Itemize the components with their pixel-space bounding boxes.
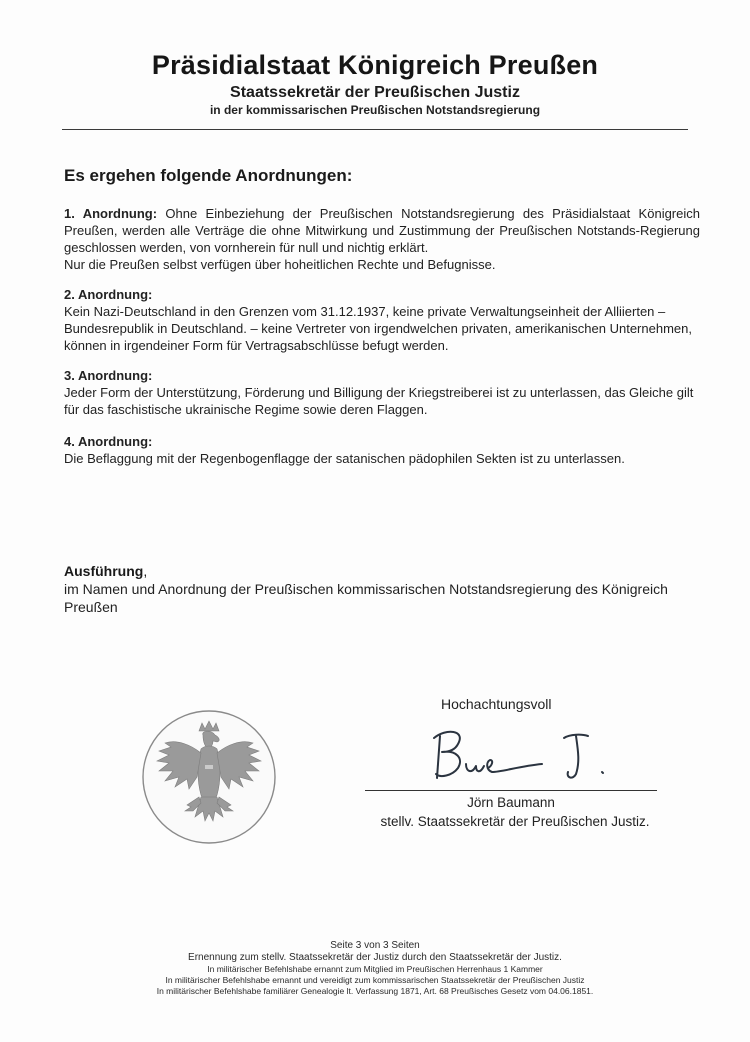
header-divider — [62, 129, 688, 130]
order-2-label: 2. Anordnung: — [64, 287, 153, 302]
footer-page-number: Seite 3 von 3 Seiten — [330, 940, 420, 951]
document-subtitle: Staatssekretär der Preußischen Justiz — [230, 84, 520, 101]
order-1-label: 1. Anordnung: — [64, 206, 158, 221]
order-1 — [64, 205, 700, 273]
signature-line — [365, 790, 657, 791]
closing-greeting: Hochachtungsvoll — [441, 696, 552, 712]
eagle-seal-icon — [141, 709, 277, 845]
order-4 — [64, 433, 700, 467]
footer-line: In militärischer Befehlshabe ernannt und vereidigt zum kommissarischen Staatssekretär der Preußischen Justiz — [165, 975, 585, 985]
footer-line: In militärischer Befehlshabe ernannt zum Mitglied im Preußischen Herrenhaus 1 Kammer — [207, 964, 543, 974]
execution-title-text: Ausführung — [64, 563, 144, 579]
order-4-text: Die Beflaggung mit der Regenbogenflagge der satanischen pädophilen Sekten ist zu unterlassen. — [64, 451, 625, 466]
document-title: Präsidialstaat Königreich Preußen — [151, 50, 599, 80]
signer-name: Jörn Baumann — [467, 795, 555, 810]
execution-text: im Namen und Anordnung der Preußischen kommissarischen Notstandsregierung des Königreich Preußen — [64, 581, 668, 615]
order-2-text: Kein Nazi-Deutschland in den Grenzen vom 31.12.1937, keine private Verwaltungseinheit der Alliierten – Bundesrepublik in Deutschland. – keine Vertreter von irgendwelchen privaten, amerikanischen Unternehmen, können in irgendeiner Form für Vertragsabschlüsse befugt werden. — [64, 304, 692, 353]
footer-line: In militärischer Befehlshabe familiärer Genealogie lt. Verfassung 1871, Art. 68 Preußisches Gesetz vom 04.06.1851. — [156, 986, 594, 996]
order-2 — [64, 286, 700, 354]
order-3-text: Jeder Form der Unterstützung, Förderung und Billigung der Kriegstreiberei ist zu unterlassen, das Gleiche gilt für das faschistische ukrainische Regime sowie deren Flaggen. — [64, 385, 694, 417]
document-footer — [0, 940, 750, 997]
order-3-label: 3. Anordnung: — [64, 368, 153, 383]
execution-title — [64, 563, 147, 579]
footer-appointment: Ernennung zum stellv. Staatssekretär der Justiz durch den Staatssekretär der Justiz. — [188, 952, 562, 963]
execution-title-comma: , — [143, 563, 148, 579]
handwritten-signature — [430, 722, 630, 792]
order-1-body — [64, 205, 700, 256]
document-subsubtitle: in der kommissarischen Preußischen Notstandsregierung — [209, 103, 541, 117]
order-3 — [64, 367, 700, 418]
signer-role: stellv. Staatssekretär der Preußischen Justiz. — [380, 814, 650, 829]
order-4-label: 4. Anordnung: — [64, 434, 153, 449]
orders-heading: Es ergehen folgende Anordnungen: — [64, 166, 353, 185]
order-1-text-2: Nur die Preußen selbst verfügen über hoheitlichen Rechte und Befugnisse. — [64, 257, 496, 272]
order-1-text: Ohne Einbeziehung der Preußischen Notstandsregierung des Präsidialstaat Königreich Preußen, werden alle Verträge die ohne Mitwirkung und Zustimmung der Preußischen Notstands-Regierung geschlossen werden, von vornherein für null und nichtig erklärt. — [64, 206, 700, 255]
